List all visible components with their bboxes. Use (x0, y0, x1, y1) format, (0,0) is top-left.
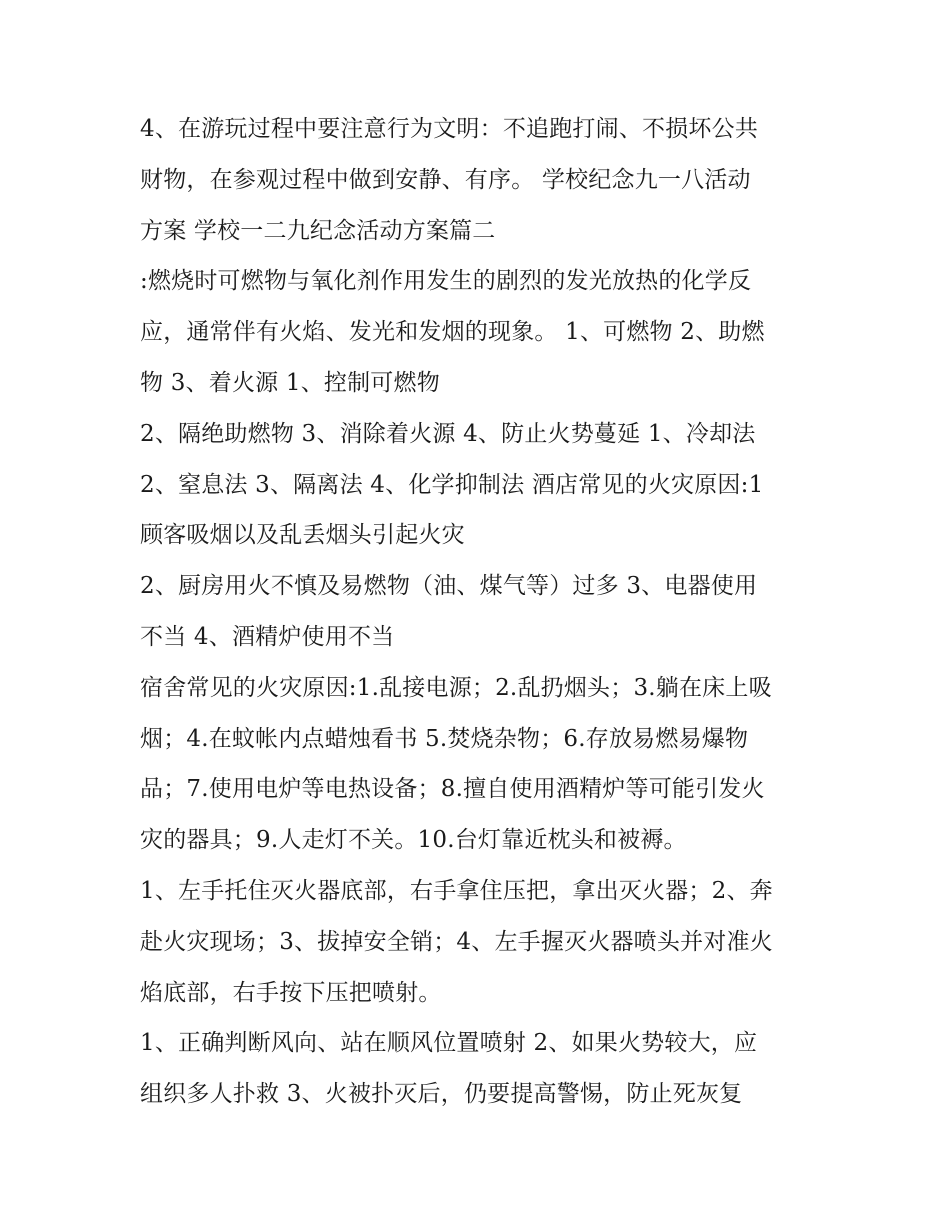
text-line: 方案 学校一二九纪念活动方案篇二 (140, 217, 496, 244)
text-line: 宿舍常见的火灾原因:1.乱接电源；2.乱扔烟头；3.躺在床上吸 (140, 674, 772, 701)
text-line: 灾的器具；9.人走灯不关。10.台灯靠近枕头和被褥。 (140, 827, 687, 854)
text-line: 品；7.使用电炉等电热设备；8.擅自使用酒精炉等可能引发火 (140, 776, 765, 803)
text-line: 赴火灾现场；3、拔掉安全销；4、左手握灭火器喷头并对准火 (140, 928, 773, 955)
text-line: 财物，在参观过程中做到安静、有序。 学校纪念九一八活动 (140, 166, 751, 193)
document-body (140, 104, 820, 1120)
text-line: :燃烧时可燃物与氧化剂作用发生的剧烈的发光放热的化学反 (140, 268, 752, 295)
text-line: 2、厨房用火不慎及易燃物（油、煤气等）过多 3、电器使用 (140, 573, 758, 600)
text-line: 顾客吸烟以及乱丢烟头引起火灾 (140, 522, 465, 549)
text-line: 2、窒息法 3、隔离法 4、化学抑制法 酒店常见的火灾原因:1 (140, 471, 764, 498)
text-line: 应，通常伴有火焰、发光和发烟的现象。 1、可燃物 2、助燃 (140, 319, 765, 346)
text-line: 2、隔绝助燃物 3、消除着火源 4、防止火势蔓延 1、冷却法 (140, 420, 756, 447)
text-line: 4、在游玩过程中要注意行为文明：不追跑打闹、不损坏公共 (140, 116, 759, 142)
text-line: 物 3、着火源 1、控制可燃物 (140, 369, 440, 396)
text-line: 组织多人扑救 3、火被扑灭后，仍要提高警惕，防止死灰复 (140, 1081, 743, 1108)
text-line: 烟；4.在蚊帐内点蜡烛看书 5.焚烧杂物；6.存放易燃易爆物 (140, 725, 749, 752)
text-line: 1、正确判断风向、站在顺风位置喷射 2、如果火势较大，应 (140, 1030, 758, 1057)
text-line: 焰底部，右手按下压把喷射。 (140, 979, 442, 1006)
text-line: 1、左手托住灭火器底部，右手拿住压把，拿出灭火器；2、奔 (140, 877, 773, 904)
text-line: 不当 4、酒精炉使用不当 (140, 623, 395, 650)
